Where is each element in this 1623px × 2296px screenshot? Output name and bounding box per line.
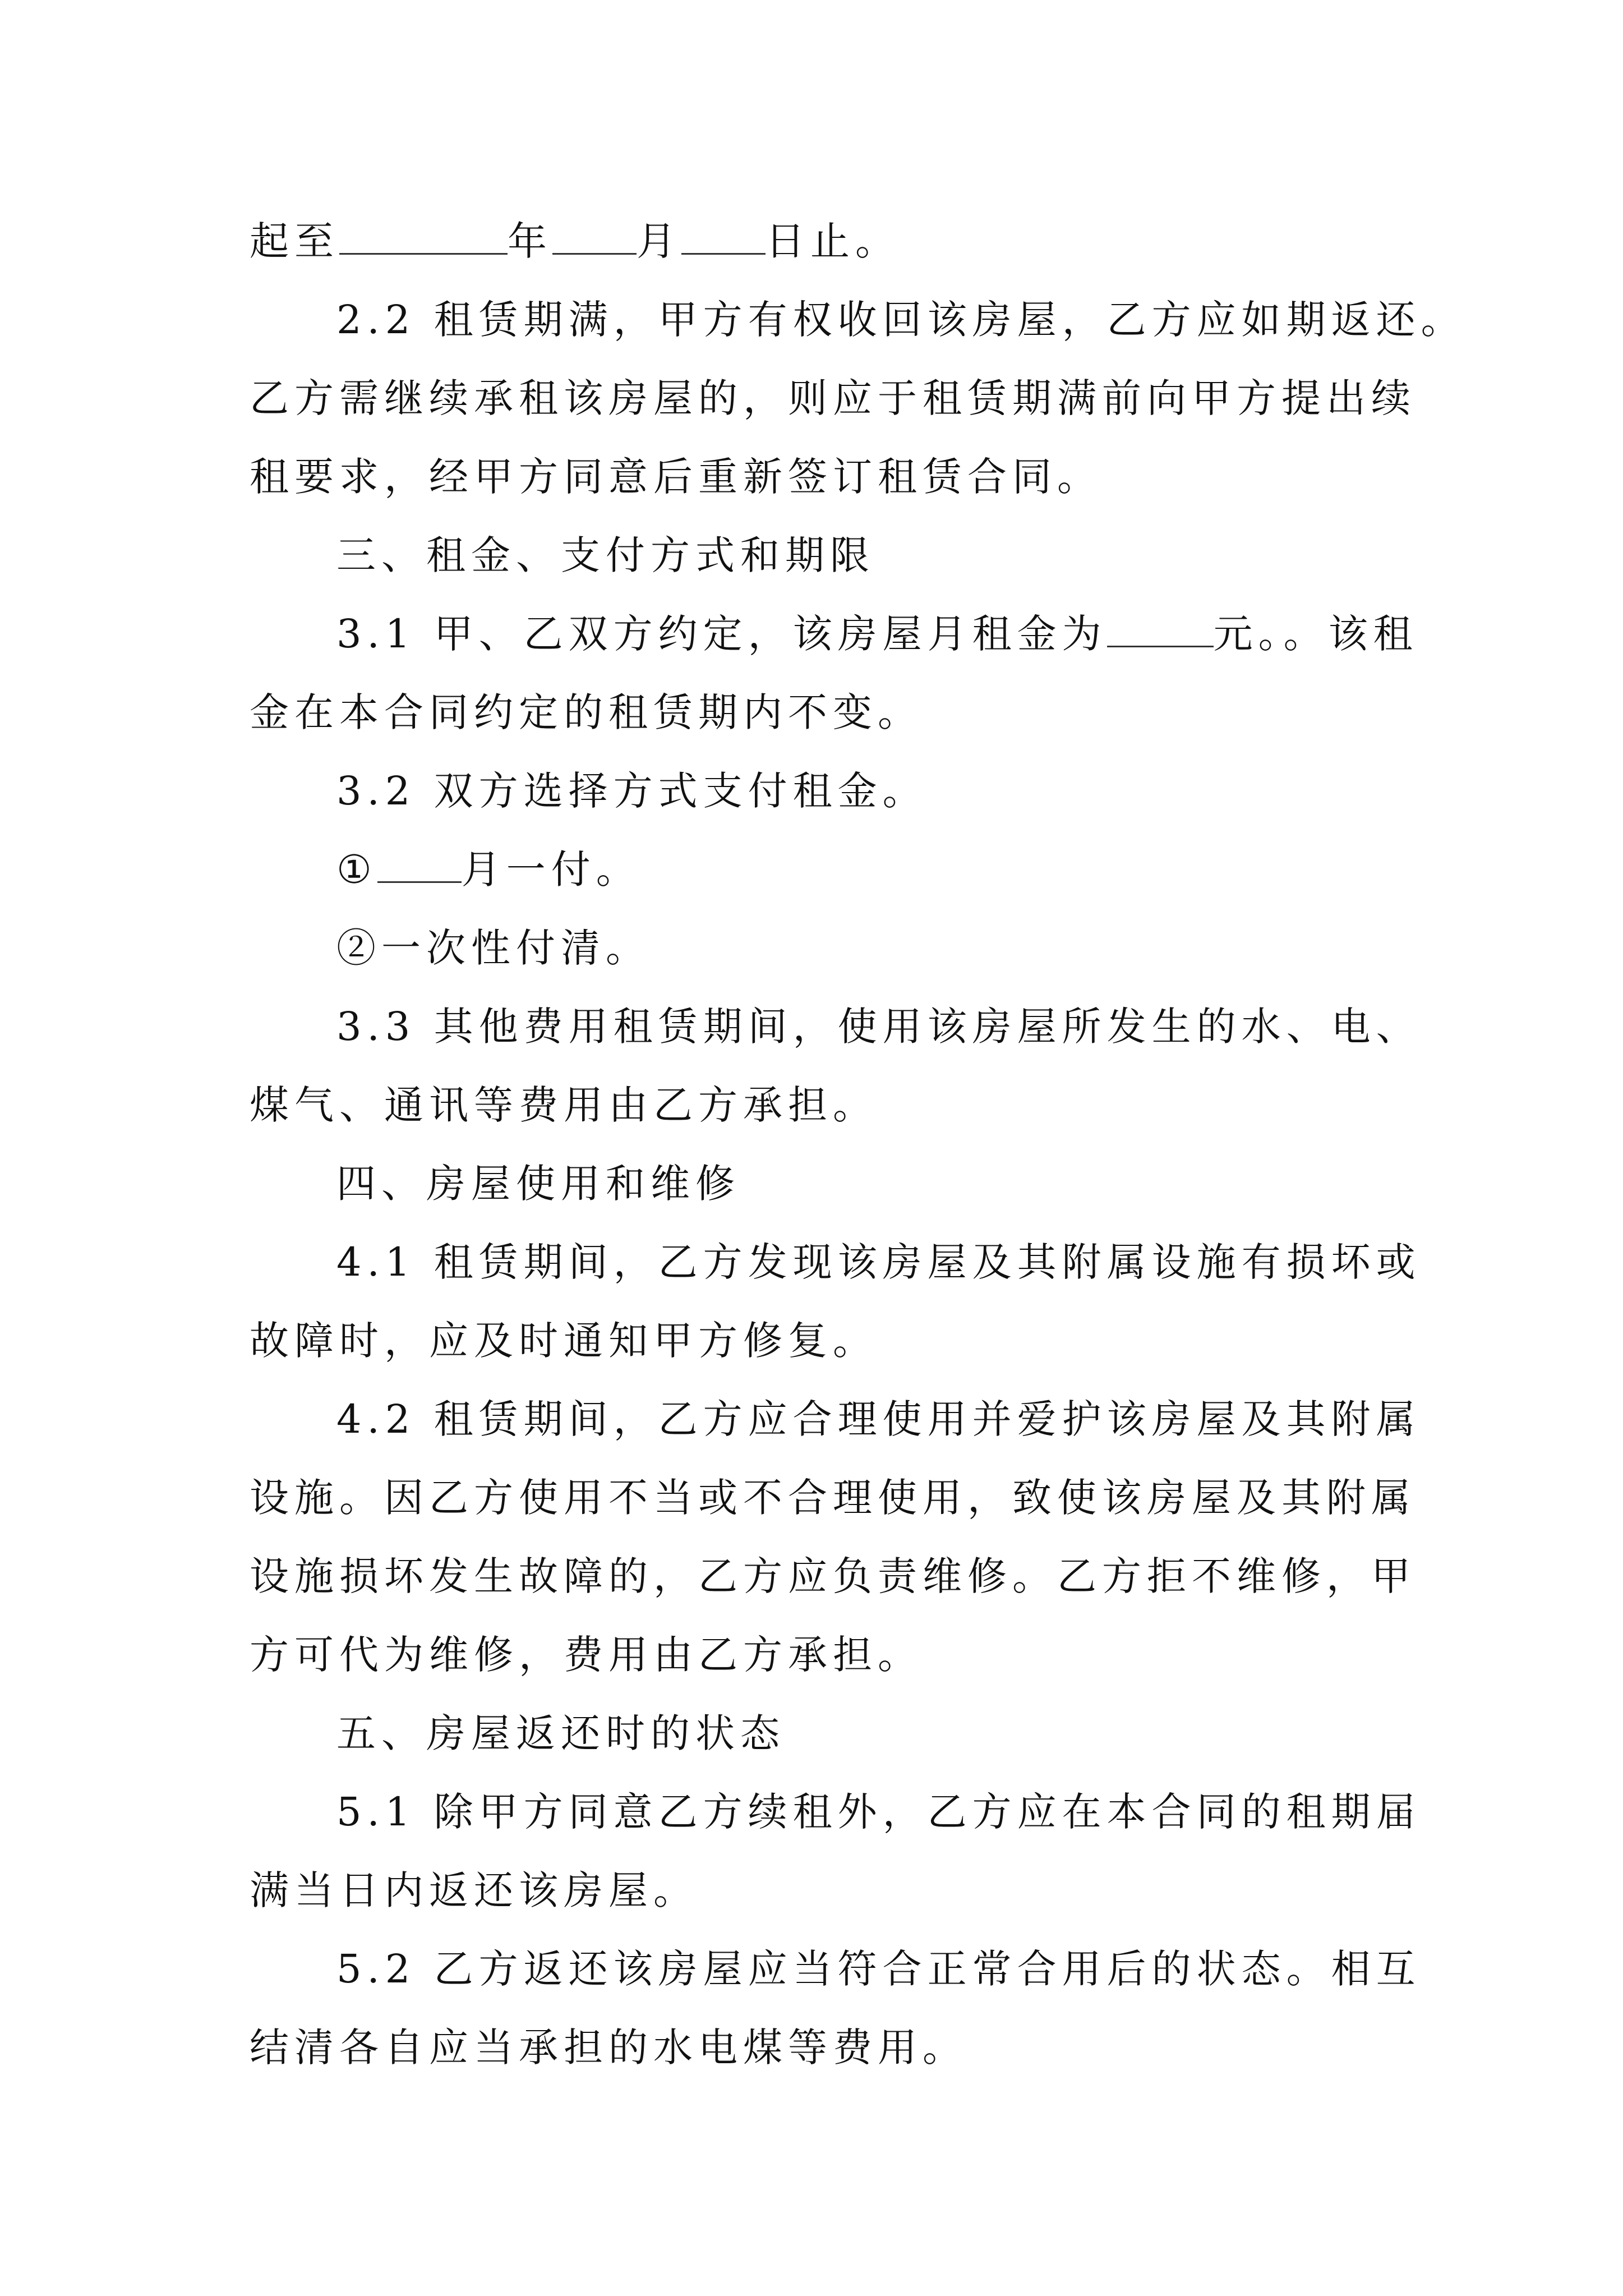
option-2: ②一次性付清。 (336, 925, 651, 971)
paragraph-4-1: 4.1 租赁期间，乙方发现该房屋及其附属设施有损坏或 (336, 1239, 1421, 1285)
line-text: 元。。该租 (1213, 611, 1418, 657)
line-text: 月一付。 (461, 846, 641, 892)
line-text: 起至 (250, 218, 339, 264)
paragraph-3-3: 3.3 其他费用租赁期间，使用该房屋所发生的水、电、 (336, 1004, 1421, 1050)
section-heading-3: 三、租金、支付方式和期限 (336, 532, 875, 578)
text-line: 设施损坏发生故障的，乙方应负责维修。乙方拒不维修，甲 (250, 1553, 1416, 1599)
text-line: 方可代为维修，费用由乙方承担。 (250, 1632, 923, 1678)
paragraph-2-2: 2.2 租赁期满，甲方有权收回该房屋，乙方应如期返还。 (336, 297, 1466, 343)
section-heading-5: 五、房屋返还时的状态 (336, 1710, 785, 1756)
text-line (250, 208, 900, 275)
line-text: 3.1 甲、乙双方约定，该房屋月租金为 (336, 611, 1107, 657)
text-line: 金在本合同约定的租赁期内不变。 (250, 689, 923, 735)
paragraph-4-2: 4.2 租赁期间，乙方应合理使用并爱护该房屋及其附属 (336, 1396, 1421, 1442)
text-line: 结清各自应当承担的水电煤等费用。 (250, 2024, 967, 2070)
paragraph-5-1: 5.1 除甲方同意乙方续租外，乙方应在本合同的租期届 (336, 1789, 1421, 1835)
text-line: 煤气、通讯等费用由乙方承担。 (250, 1082, 878, 1128)
blank-month-field[interactable] (552, 220, 637, 255)
paragraph-3-1 (336, 600, 1418, 668)
text-line: 满当日内返还该房屋。 (250, 1867, 698, 1913)
text-line: 故障时，应及时通知甲方修复。 (250, 1318, 878, 1364)
section-heading-4: 四、房屋使用和维修 (336, 1161, 740, 1207)
paragraph-3-2: 3.2 双方选择方式支付租金。 (336, 768, 928, 814)
blank-day-field[interactable] (681, 220, 766, 255)
option-1 (336, 836, 641, 903)
blank-year-field[interactable] (339, 220, 508, 255)
option-marker: ① (336, 846, 377, 892)
line-text: 年 (508, 218, 552, 264)
line-text: 日止。 (766, 218, 900, 264)
text-line: 乙方需继续承租该房屋的，则应于租赁期满前向甲方提出续 (250, 375, 1416, 421)
blank-rent-field[interactable] (1107, 613, 1214, 647)
text-line: 设施。因乙方使用不当或不合理使用，致使该房屋及其附属 (250, 1475, 1416, 1521)
text-line: 租要求，经甲方同意后重新签订租赁合同。 (250, 454, 1102, 500)
paragraph-5-2: 5.2 乙方返还该房屋应当符合正常合用后的状态。相互 (336, 1946, 1421, 1992)
blank-months-field[interactable] (377, 849, 462, 883)
line-text: 月 (637, 218, 681, 264)
